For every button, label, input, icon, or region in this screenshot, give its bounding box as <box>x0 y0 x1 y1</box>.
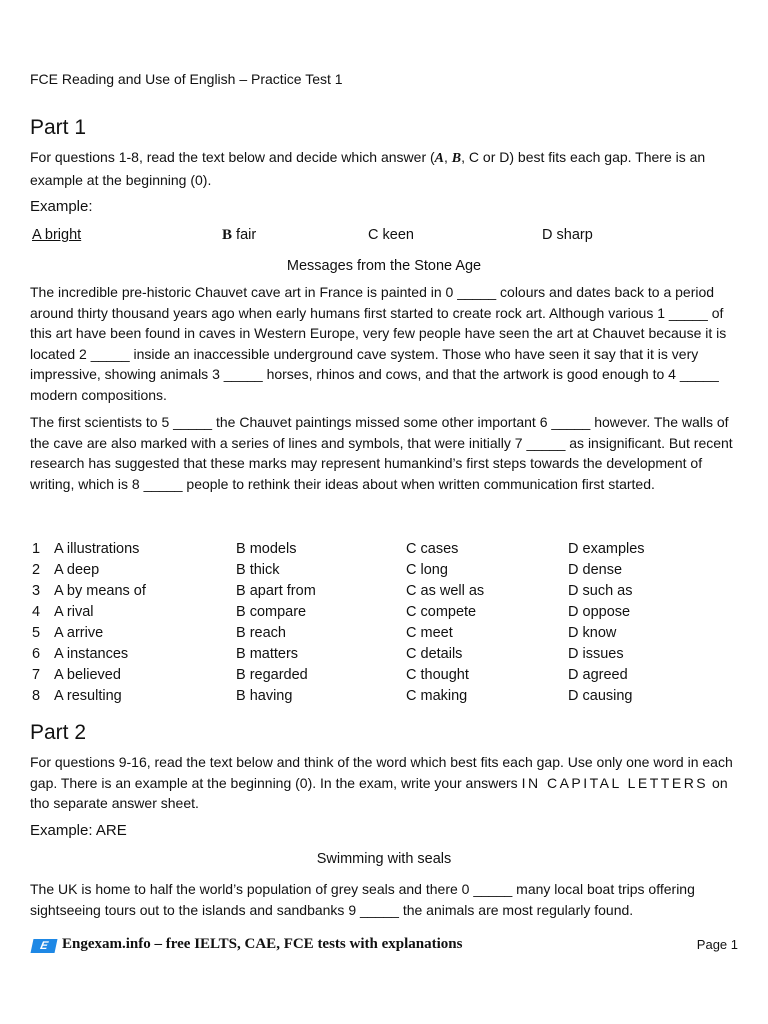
option-b: B apart from <box>236 583 316 599</box>
part1-paragraph-2: The first scientists to 5 _____ the Chauvet paintings missed some other important 6 _____ however. The walls of the cave are also marked with a series of lines and symbols, that were initially 7 _____ as insignificant. But recent research has suggested that these marks may represent humankind’s first steps towards the development of writing, which is 8 _____ people to rethink their ideas about when written communication first started. <box>30 414 733 492</box>
option-b: B matters <box>236 646 299 662</box>
option-c: C compete <box>406 604 477 620</box>
page-footer <box>30 935 740 957</box>
option-c: C meet <box>406 625 453 641</box>
part2-instructions <box>30 752 740 814</box>
option-b: B thick <box>236 562 280 578</box>
option-a: A arrive <box>54 625 104 641</box>
option-b: B regarded <box>236 667 308 683</box>
option-d: D examples <box>568 541 645 557</box>
option-d: D know <box>568 625 617 641</box>
option-a: A instances <box>54 646 129 662</box>
part2-instructions-text-2: on tho separate answer sheet. <box>30 774 728 811</box>
question-number: 5 <box>32 625 41 641</box>
question-number: 3 <box>32 583 41 599</box>
question-number: 1 <box>32 541 41 557</box>
option-c: C details <box>406 646 463 662</box>
options-row-7 <box>0 667 768 687</box>
part2-text-title: Swimming with seals <box>316 851 452 867</box>
engexam-logo-icon: E <box>31 939 58 953</box>
example-option-d: D sharp <box>542 227 593 243</box>
part1-instructions-text: For questions 1-8, read the text below and decide which answer ( <box>30 149 435 165</box>
part2-heading: Part 2 <box>30 721 87 744</box>
part1-instructions-comma: , <box>444 149 452 165</box>
question-number: 8 <box>32 688 41 704</box>
option-c: C thought <box>406 667 469 683</box>
option-a: A rival <box>54 604 94 620</box>
part1-text-title: Messages from the Stone Age <box>286 258 482 274</box>
options-row-8 <box>0 688 768 708</box>
option-letter-a: A <box>434 151 445 166</box>
options-row-5 <box>0 625 768 645</box>
part2-paragraph-1: The UK is home to half the world’s population of grey seals and there 0 _____ many local boat trips offering sightseeing tours out to the islands and sandbanks 9 _____ the animals are most regularly found. <box>30 881 695 918</box>
option-a: A illustrations <box>54 541 140 557</box>
option-d: D such as <box>568 583 633 599</box>
example-option-a: A bright <box>32 227 82 243</box>
option-a: A believed <box>54 667 121 683</box>
document-title: FCE Reading and Use of English – Practice Test 1 <box>30 71 343 87</box>
part1-instructions <box>30 147 740 190</box>
part2-instructions-text: For questions 9-16, read the text below and think of the word which best fits each gap. Use only one word in each gap. There is an example at the beginning (0). In the exam, write your answers <box>30 754 733 791</box>
option-d: D issues <box>568 646 624 662</box>
option-d: D causing <box>568 688 633 704</box>
option-d: D dense <box>568 562 623 578</box>
option-letter-b: B <box>451 151 462 166</box>
part1-heading: Part 1 <box>30 116 87 139</box>
capital-letters-emphasis: IN CAPITAL LETTERS <box>521 774 709 791</box>
option-d: D oppose <box>568 604 631 620</box>
option-c: C cases <box>406 541 459 557</box>
options-row-3 <box>0 583 768 603</box>
options-row-2 <box>0 562 768 582</box>
part2-example: Example: ARE <box>30 822 127 839</box>
question-number: 2 <box>32 562 41 578</box>
option-a: A deep <box>54 562 100 578</box>
question-number: 4 <box>32 604 41 620</box>
option-b: B having <box>236 688 293 704</box>
example-option-c: C keen <box>368 227 414 243</box>
part1-example-options <box>0 227 768 247</box>
footer-site-link[interactable]: Engexam.info – free IELTS, CAE, FCE tests with explanations <box>62 936 463 952</box>
options-row-6 <box>0 646 768 666</box>
option-c: C making <box>406 688 468 704</box>
example-option-b-letter: B <box>222 227 233 243</box>
example-option-b-text: fair <box>232 227 257 243</box>
option-b: B reach <box>236 625 286 641</box>
example-option-b <box>222 227 256 244</box>
option-c: C as well as <box>406 583 485 599</box>
question-number: 7 <box>32 667 41 683</box>
option-c: C long <box>406 562 448 578</box>
option-b: B models <box>236 541 297 557</box>
option-d: D agreed <box>568 667 628 683</box>
option-b: B compare <box>236 604 307 620</box>
options-row-4 <box>0 604 768 624</box>
option-a: A by means of <box>54 583 146 599</box>
options-row-1 <box>0 541 768 561</box>
page-number: Page 1 <box>696 937 738 952</box>
part1-example-label: Example: <box>30 198 93 215</box>
part1-instructions-text-2: , C or D) best fits each gap. There is an example at the beginning (0). <box>30 149 706 188</box>
question-number: 6 <box>32 646 41 662</box>
option-a: A resulting <box>54 688 122 704</box>
part1-paragraph-1: The incredible pre-historic Chauvet cave art in France is painted in 0 _____ colours and dates back to a period around thirty thousand years ago when early humans first started to create rock art. Although various 1 _____ of this art have been found in caves in Western Europe, very few people have seen the art at Chauvet because it is located 2 _____ inside an inaccessible underground cave system. Those who have seen it say that it is very impressive, showing animals 3 _____ horses, rhinos and cows, and that the artwork is good enough to 4 _____ modern compositions. <box>30 284 727 403</box>
